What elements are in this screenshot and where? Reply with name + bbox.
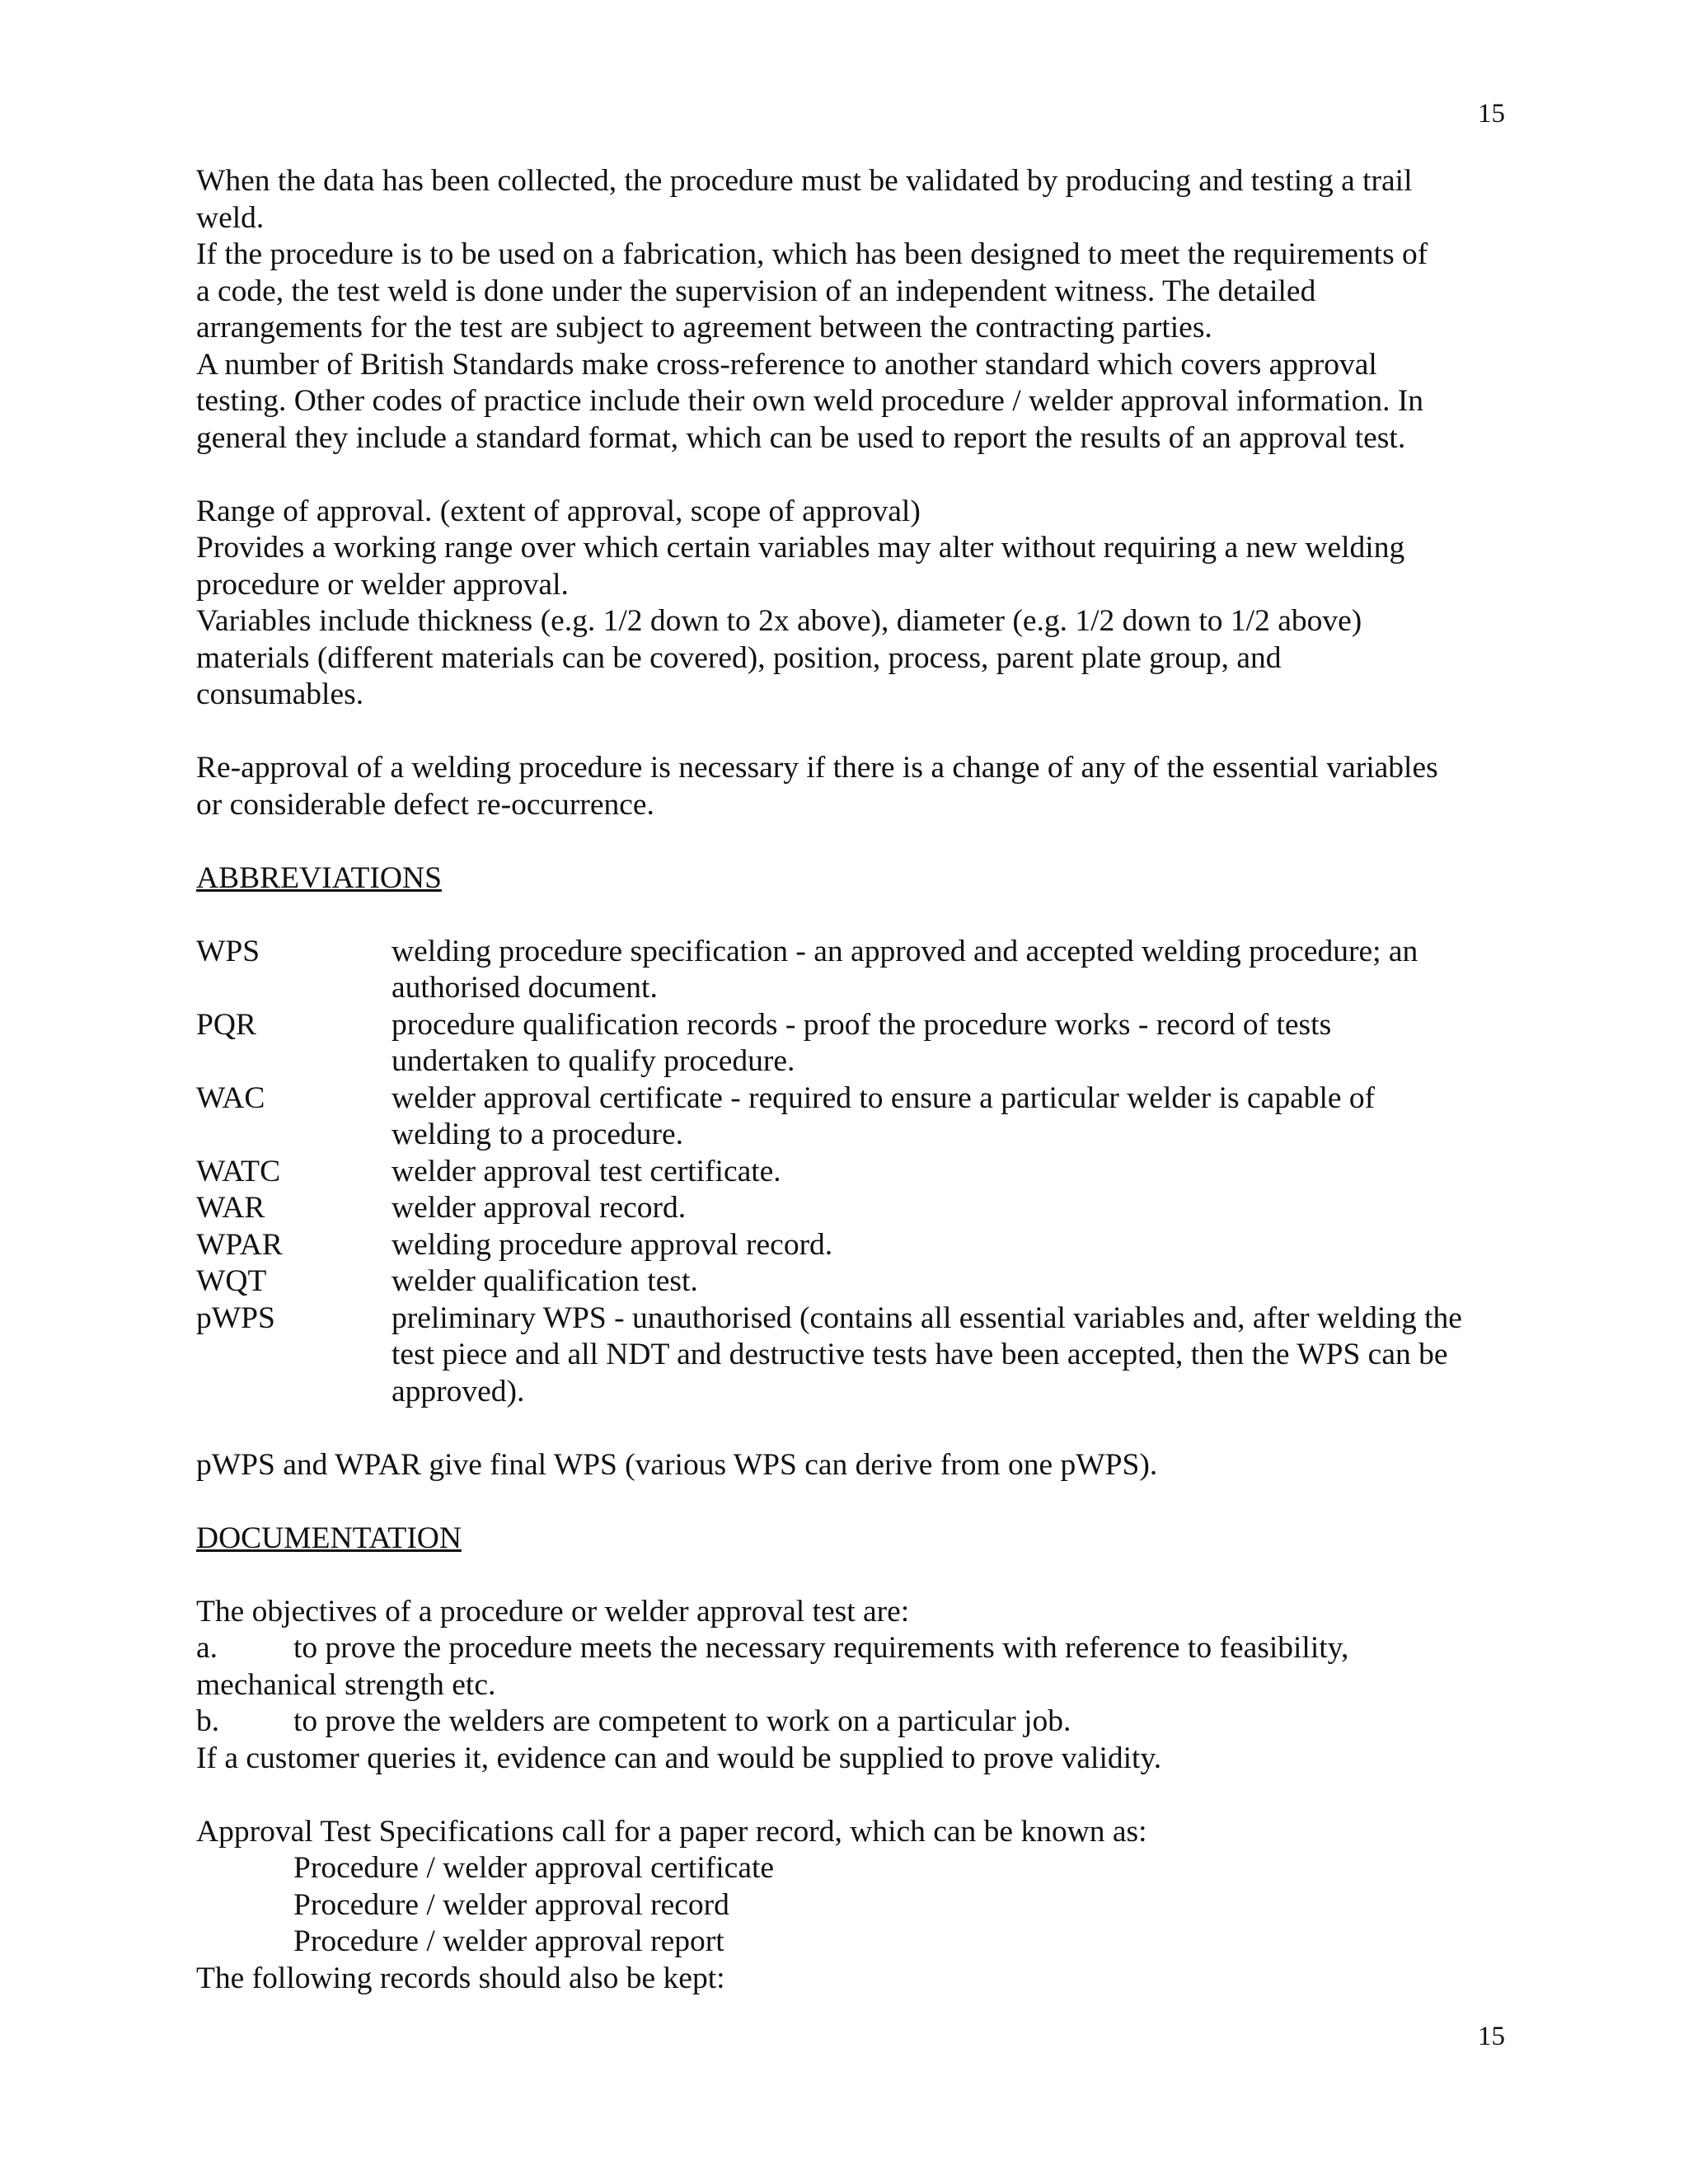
abbreviation-row: [196, 1190, 1515, 1227]
abbreviation-row: [196, 934, 1515, 1007]
definition-line: authorised document.: [392, 971, 658, 1005]
definition-line: welder qualification test.: [392, 1264, 698, 1298]
abbreviation-row: [196, 1227, 1515, 1264]
text-line: The following records should also be kept:: [196, 1961, 725, 1995]
definition-line: preliminary WPS - unauthorised (contains all essential variables and, after welding the: [392, 1301, 1462, 1335]
record-type: Procedure / welder approval record: [293, 1887, 729, 1922]
text-line: When the data has been collected, the procedure must be validated by producing and testing a trail: [196, 164, 1413, 198]
abbreviation-code: PQR: [196, 1007, 256, 1042]
text-line: Approval Test Specifications call for a paper record, which can be known as:: [196, 1814, 1147, 1849]
text-line: testing. Other codes of practice include their own weld procedure / welder approval information. In: [196, 384, 1424, 418]
list-text: to prove the procedure meets the necessary requirements with reference to feasibility,: [293, 1631, 1349, 1665]
abbreviation-row: [196, 1007, 1515, 1080]
abbreviation-definition: [392, 1007, 1515, 1080]
text-line: a code, the test weld is done under the supervision of an independent witness. The detailed: [196, 274, 1316, 308]
record-type: Procedure / welder approval certificate: [293, 1851, 775, 1885]
definition-line: undertaken to qualify procedure.: [392, 1044, 795, 1078]
objective-item-a: [196, 1630, 1515, 1667]
definition-line: welder approval certificate - required to ensure a particular welder is capable of: [392, 1080, 1376, 1115]
abbreviation-row: [196, 1154, 1515, 1191]
list-text: to prove the welders are competent to work on a particular job.: [293, 1704, 1071, 1738]
definition-line: welder approval test certificate.: [392, 1154, 781, 1188]
text-line: procedure or welder approval.: [196, 567, 569, 602]
text-line: arrangements for the test are subject to agreement between the contracting parties.: [196, 311, 1212, 344]
abbreviations-list: [196, 934, 1515, 1411]
page-number-top: 15: [1478, 99, 1505, 129]
record-type: Procedure / welder approval report: [293, 1924, 724, 1958]
text-line: If the procedure is to be used on a fabrication, which has been designed to meet the requirements of: [196, 237, 1428, 271]
text-line: or considerable defect re-occurrence.: [196, 787, 654, 822]
definition-line: test piece and all NDT and destructive tests have been accepted, then the WPS can be: [392, 1338, 1448, 1371]
abbreviation-row: [196, 1301, 1515, 1411]
abbreviation-definition: [392, 1080, 1515, 1154]
text-line: mechanical strength etc.: [196, 1667, 496, 1702]
abbreviation-definition: [392, 1263, 1515, 1301]
documentation-heading: DOCUMENTATION: [196, 1521, 462, 1555]
objective-item-b: [196, 1704, 1515, 1741]
abbreviation-code: pWPS: [196, 1301, 275, 1335]
abbreviation-definition: [392, 1301, 1515, 1411]
definition-line: welder approval record.: [392, 1191, 687, 1225]
abbreviation-definition: [392, 1154, 1515, 1191]
abbreviation-code: WAR: [196, 1191, 265, 1225]
definition-line: welding procedure specification - an approved and accepted welding procedure; an: [392, 934, 1418, 968]
text-line: If a customer queries it, evidence can and would be supplied to prove validity.: [196, 1741, 1162, 1775]
abbreviation-definition: [392, 934, 1515, 1007]
definition-line: approved).: [392, 1374, 525, 1408]
abbreviation-code: WPS: [196, 934, 260, 968]
definition-line: welding procedure approval record.: [392, 1227, 833, 1262]
page-number-bottom: 15: [1478, 2022, 1505, 2051]
text-line: Provides a working range over which certain variables may alter without requiring a new welding: [196, 531, 1405, 565]
range-title: Range of approval. (extent of approval, scope of approval): [196, 494, 921, 528]
abbreviations-summary: pWPS and WPAR give final WPS (various WPS can derive from one pWPS).: [196, 1447, 1158, 1482]
abbreviation-code: WATC: [196, 1154, 281, 1188]
text-line: consumables.: [196, 677, 364, 711]
abbreviation-definition: [392, 1227, 1515, 1264]
text-line: A number of British Standards make cross-reference to another standard which covers approval: [196, 347, 1377, 382]
definition-line: procedure qualification records - proof the procedure works - record of tests: [392, 1007, 1332, 1042]
definition-line: welding to a procedure.: [392, 1118, 684, 1151]
abbreviation-code: WPAR: [196, 1227, 283, 1262]
text-line: Re-approval of a welding procedure is necessary if there is a change of any of the essential variables: [196, 751, 1438, 785]
text-line: The objectives of a procedure or welder approval test are:: [196, 1594, 910, 1629]
list-marker: b.: [196, 1704, 220, 1738]
abbreviation-code: WQT: [196, 1264, 267, 1298]
abbreviation-code: WAC: [196, 1080, 265, 1115]
text-line: Variables include thickness (e.g. 1/2 down to 2x above), diameter (e.g. 1/2 down to 1/2 above): [196, 604, 1362, 638]
text-line: materials (different materials can be covered), position, process, parent plate group, and: [196, 640, 1282, 675]
abbreviation-definition: [392, 1190, 1515, 1227]
text-line: weld.: [196, 200, 265, 235]
abbreviation-row: [196, 1263, 1515, 1301]
abbreviations-heading: ABBREVIATIONS: [196, 860, 442, 895]
abbreviation-row: [196, 1080, 1515, 1154]
text-line: general they include a standard format, which can be used to report the results of an approval test.: [196, 420, 1406, 455]
document-body: [196, 163, 1515, 1997]
list-marker: a.: [196, 1631, 218, 1665]
